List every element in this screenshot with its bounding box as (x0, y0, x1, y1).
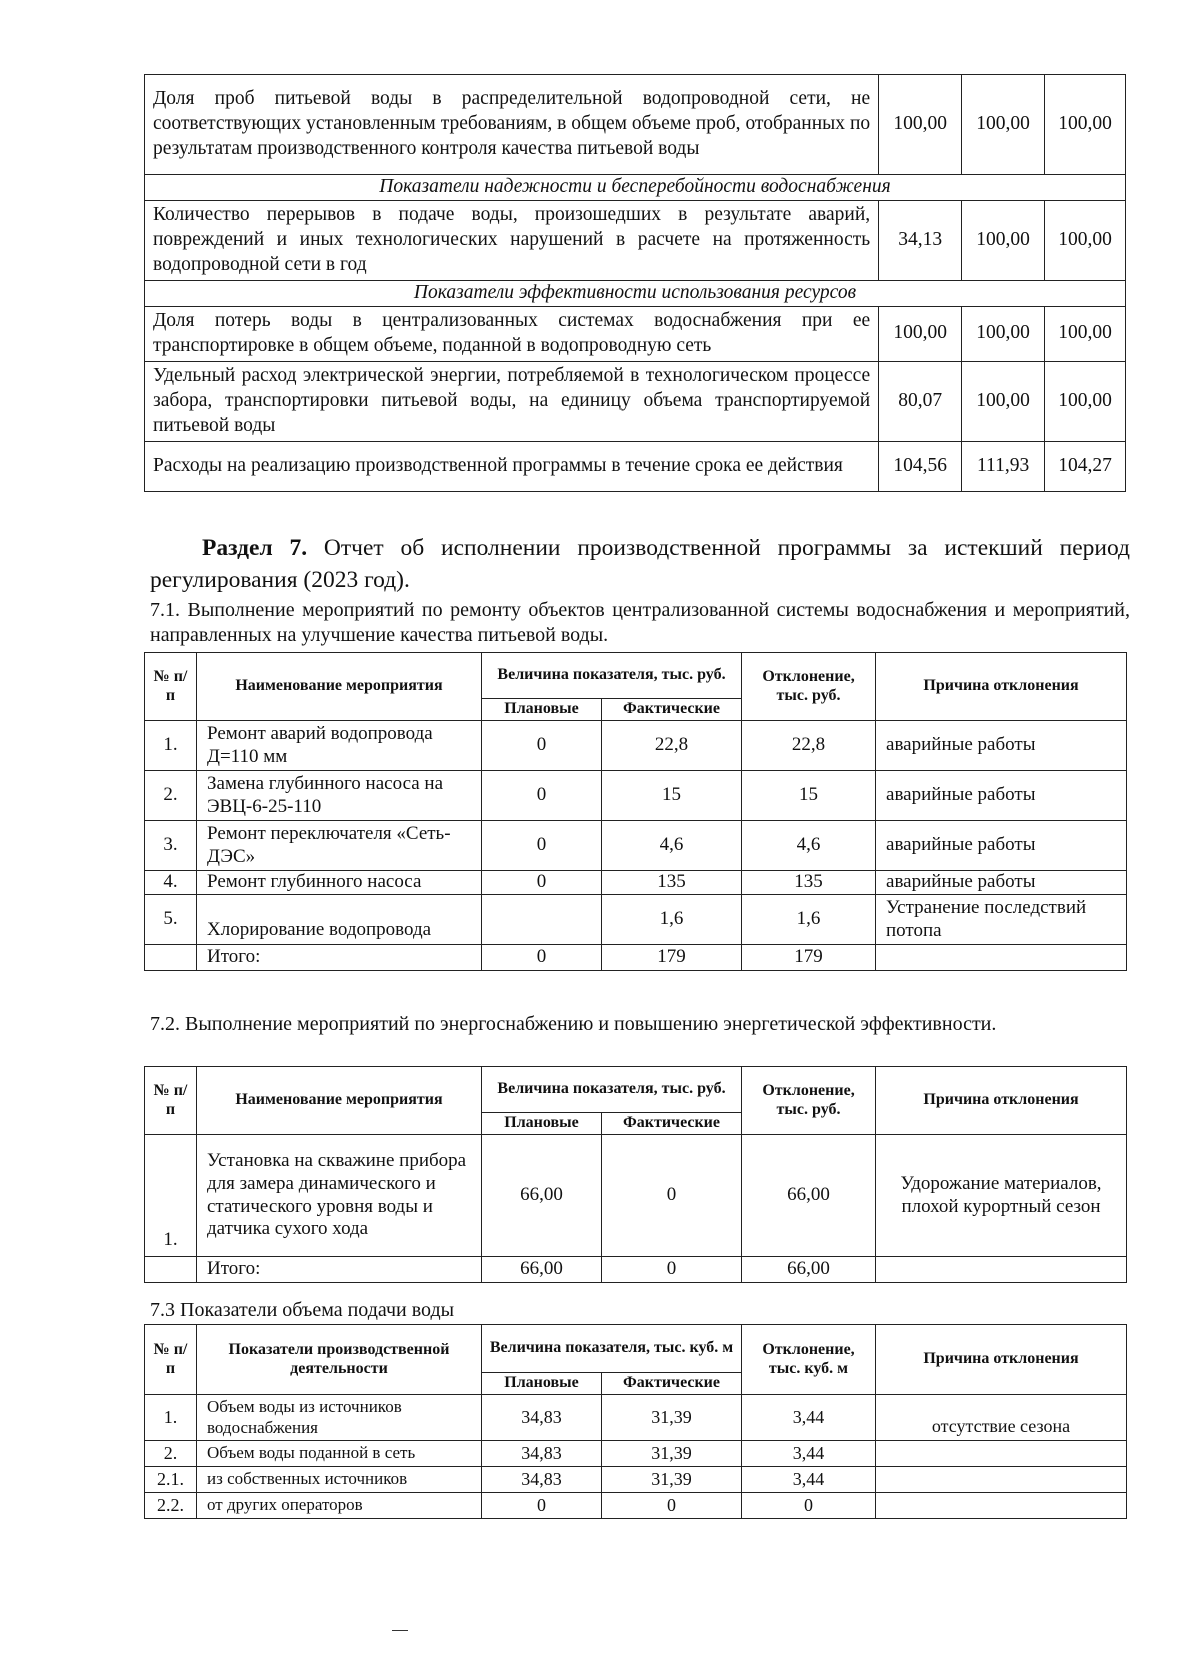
col-header-reason: Причина отклонения (876, 653, 1127, 721)
table-row (145, 200, 1126, 280)
table-row-total (145, 1257, 1127, 1283)
table-row-total (145, 945, 1127, 971)
col-header-reason: Причина отклонения (876, 1325, 1127, 1395)
row-name: Объем воды из источников водоснабжения (197, 1395, 482, 1441)
row-num: 2. (145, 1441, 197, 1467)
row-reason (876, 1493, 1127, 1519)
row-plan: 34,83 (482, 1467, 602, 1493)
row-name: Ремонт глубинного насоса (197, 871, 482, 895)
table-row (145, 1135, 1127, 1257)
row-fact: 22,8 (602, 721, 742, 771)
indicator-description: Удельный расход электрической энергии, потребляемой в технологическом процессе забора, транспортировки питьевой воды, на единицу объема транспортируемой питьевой воды (145, 361, 879, 441)
indicator-value-3: 100,00 (1045, 75, 1126, 175)
row-deviation: 0 (742, 1493, 876, 1519)
row-reason: аварийные работы (876, 721, 1127, 771)
col-header-value: Величина показателя, тыс. руб. (482, 653, 742, 699)
repairs-table (144, 652, 1127, 971)
row-plan (482, 895, 602, 945)
col-header-fact: Фактические (602, 699, 742, 721)
indicator-value-1: 34,13 (879, 200, 962, 280)
row-deviation: 3,44 (742, 1467, 876, 1493)
row-deviation: 3,44 (742, 1441, 876, 1467)
row-fact: 0 (602, 1257, 742, 1283)
indicator-value-3: 104,27 (1045, 441, 1126, 491)
table-header-row (145, 1067, 1127, 1113)
col-header-reason: Причина отклонения (876, 1067, 1127, 1135)
row-plan: 0 (482, 821, 602, 871)
table-row (145, 361, 1126, 441)
indicator-value-2: 100,00 (962, 75, 1045, 175)
row-plan: 0 (482, 1493, 602, 1519)
row-num: 3. (145, 821, 197, 871)
row-deviation: 22,8 (742, 721, 876, 771)
water-supply-table (144, 1324, 1127, 1519)
energy-table (144, 1066, 1127, 1283)
row-reason (876, 945, 1127, 971)
row-name: Ремонт переключателя «Сеть-ДЭС» (197, 821, 482, 871)
section-7-title (150, 532, 1130, 596)
col-header-name: Наименование мероприятия (197, 653, 482, 721)
row-fact: 135 (602, 871, 742, 895)
row-deviation: 1,6 (742, 895, 876, 945)
row-deviation: 3,44 (742, 1395, 876, 1441)
row-fact: 15 (602, 771, 742, 821)
indicators-table (144, 74, 1126, 492)
col-header-plan: Плановые (482, 1373, 602, 1395)
indicator-value-2: 100,00 (962, 200, 1045, 280)
page-footer-dash (392, 1630, 408, 1631)
row-reason: Устранение последствий потопа (876, 895, 1127, 945)
row-deviation: 135 (742, 871, 876, 895)
table-row (145, 721, 1127, 771)
row-num (145, 1257, 197, 1283)
row-fact: 0 (602, 1493, 742, 1519)
row-plan: 34,83 (482, 1395, 602, 1441)
row-name: Установка на скважине прибора для замера динамического и статического уровня воды и датчика сухого хода (197, 1135, 482, 1257)
row-reason: Удорожание материалов, плохой курортный сезон (876, 1135, 1127, 1257)
row-plan: 66,00 (482, 1257, 602, 1283)
row-num: 1. (145, 721, 197, 771)
section-7-label: Раздел 7. (202, 535, 308, 561)
col-header-fact: Фактические (602, 1113, 742, 1135)
indicator-value-2: 111,93 (962, 441, 1045, 491)
table-row (145, 895, 1127, 945)
row-num: 1. (145, 1395, 197, 1441)
row-num: 2. (145, 771, 197, 821)
indicator-value-1: 80,07 (879, 361, 962, 441)
section-7-text: Отчет об исполнении производственной программы за истекший период регулирования (2023 год). (150, 535, 1130, 593)
table-row (145, 1441, 1127, 1467)
subsection-7-1-heading: 7.1. Выполнение мероприятий по ремонту объектов централизованной системы водоснабжения и мероприятий, направленных на улучшение качества питьевой воды. (150, 599, 1130, 646)
row-deviation: 179 (742, 945, 876, 971)
table-header-row (145, 653, 1127, 699)
col-header-deviation: Отклонение, тыс. руб. (742, 1067, 876, 1135)
row-num: 4. (145, 871, 197, 895)
row-deviation: 66,00 (742, 1135, 876, 1257)
col-header-plan: Плановые (482, 699, 602, 721)
subsection-7-2-heading: 7.2. Выполнение мероприятий по энергоснабжению и повышению энергетической эффективности. (150, 1013, 997, 1035)
col-header-num: № п/п (145, 1325, 197, 1395)
row-reason: аварийные работы (876, 871, 1127, 895)
table-row (145, 306, 1126, 361)
row-name: Итого: (197, 1257, 482, 1283)
row-fact: 31,39 (602, 1441, 742, 1467)
indicator-value-3: 100,00 (1045, 306, 1126, 361)
table-row (145, 1467, 1127, 1493)
row-num (145, 945, 197, 971)
row-deviation: 66,00 (742, 1257, 876, 1283)
row-plan: 0 (482, 721, 602, 771)
row-plan: 0 (482, 945, 602, 971)
indicator-value-1: 104,56 (879, 441, 962, 491)
col-header-deviation: Отклонение, тыс. куб. м (742, 1325, 876, 1395)
table-row (145, 75, 1126, 175)
row-deviation: 15 (742, 771, 876, 821)
group-title: Показатели эффективности использования ресурсов (145, 280, 1126, 306)
row-reason (876, 1441, 1127, 1467)
col-header-deviation: Отклонение, тыс. руб. (742, 653, 876, 721)
table-row (145, 821, 1127, 871)
col-header-fact: Фактические (602, 1373, 742, 1395)
table-group-header (145, 280, 1126, 306)
row-num: 2.2. (145, 1493, 197, 1519)
indicator-value-1: 100,00 (879, 75, 962, 175)
row-fact: 0 (602, 1135, 742, 1257)
col-header-name: Наименование мероприятия (197, 1067, 482, 1135)
indicator-value-1: 100,00 (879, 306, 962, 361)
row-name: Хлорирование водопровода (197, 895, 482, 945)
row-fact: 4,6 (602, 821, 742, 871)
row-name: Объем воды поданной в сеть (197, 1441, 482, 1467)
row-num: 1. (145, 1135, 197, 1257)
indicator-value-3: 100,00 (1045, 200, 1126, 280)
row-name: от других операторов (197, 1493, 482, 1519)
row-reason (876, 1467, 1127, 1493)
indicator-value-2: 100,00 (962, 306, 1045, 361)
row-num: 2.1. (145, 1467, 197, 1493)
row-reason (876, 1257, 1127, 1283)
col-header-plan: Плановые (482, 1113, 602, 1135)
row-name: из собственных источников (197, 1467, 482, 1493)
row-plan: 0 (482, 771, 602, 821)
indicator-value-3: 100,00 (1045, 361, 1126, 441)
subsection-7-3-heading: 7.3 Показатели объема подачи воды (150, 1299, 455, 1321)
row-fact: 179 (602, 945, 742, 971)
row-name: Итого: (197, 945, 482, 971)
indicator-value-2: 100,00 (962, 361, 1045, 441)
row-name: Замена глубинного насоса на ЭВЦ-6-25-110 (197, 771, 482, 821)
table-group-header (145, 175, 1126, 201)
row-fact: 31,39 (602, 1467, 742, 1493)
row-name: Ремонт аварий водопровода Д=110 мм (197, 721, 482, 771)
table-row (145, 871, 1127, 895)
indicator-description: Расходы на реализацию производственной программы в течение срока ее действия (145, 441, 879, 491)
row-reason: аварийные работы (876, 771, 1127, 821)
row-deviation: 4,6 (742, 821, 876, 871)
table-header-row (145, 1325, 1127, 1373)
table-row (145, 771, 1127, 821)
indicator-description: Количество перерывов в подаче воды, произошедших в результате аварий, повреждений и иных технологических нарушений в расчете на протяженность водопроводной сети в год (145, 200, 879, 280)
col-header-num: № п/п (145, 1067, 197, 1135)
row-plan: 34,83 (482, 1441, 602, 1467)
row-num: 5. (145, 895, 197, 945)
col-header-value: Величина показателя, тыс. руб. (482, 1067, 742, 1113)
indicator-description: Доля потерь воды в централизованных системах водоснабжения при ее транспортировке в общем объеме, поданной в водопроводную сеть (145, 306, 879, 361)
row-reason: отсутствие сезона (876, 1395, 1127, 1441)
row-fact: 31,39 (602, 1395, 742, 1441)
col-header-num: № п/п (145, 653, 197, 721)
row-plan: 66,00 (482, 1135, 602, 1257)
row-fact: 1,6 (602, 895, 742, 945)
table-row (145, 1493, 1127, 1519)
table-row (145, 1395, 1127, 1441)
col-header-name: Показатели производственной деятельности (197, 1325, 482, 1395)
row-reason: аварийные работы (876, 821, 1127, 871)
group-title: Показатели надежности и бесперебойности водоснабжения (145, 175, 1126, 201)
indicator-description: Доля проб питьевой воды в распределительной водопроводной сети, не соответствующих установленным требованиям, в общем объеме проб, отобранных по результатам производственного контроля качества питьевой воды (145, 75, 879, 175)
row-plan: 0 (482, 871, 602, 895)
col-header-value: Величина показателя, тыс. куб. м (482, 1325, 742, 1373)
table-row (145, 441, 1126, 491)
